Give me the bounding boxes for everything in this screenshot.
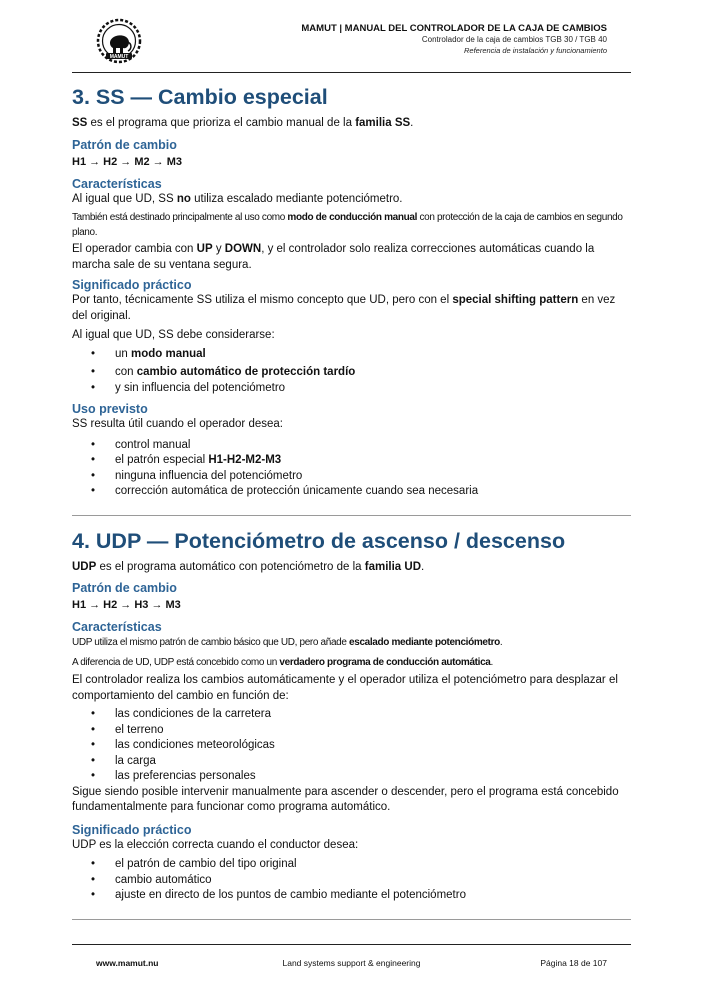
footer-tagline: Land systems support & engineering bbox=[282, 958, 421, 968]
characteristics-heading: Características bbox=[72, 176, 162, 191]
header-text bbox=[301, 23, 607, 56]
section-divider bbox=[72, 919, 631, 920]
list-item: • el patrón de cambio del tipo original bbox=[72, 857, 631, 873]
practical-list bbox=[72, 347, 631, 397]
list-item bbox=[72, 347, 631, 363]
list-item: • las condiciones meteorológicas bbox=[72, 738, 631, 754]
footer-website: www.mamut.nu bbox=[96, 958, 159, 968]
intro-family: familia SS bbox=[355, 117, 411, 129]
characteristics-note bbox=[72, 210, 631, 240]
section-title: 4. UDP — Potenciómetro de ascenso / descenso bbox=[72, 528, 566, 553]
text: . bbox=[499, 637, 503, 648]
section-ss bbox=[72, 82, 631, 500]
section-title: 3. SS — Cambio especial bbox=[72, 85, 328, 109]
text: Por tanto, técnicamente SS utiliza el mismo concepto que UD, pero con el bbox=[72, 294, 453, 306]
page-number: Página 18 de 107 bbox=[540, 958, 607, 968]
text: , y el controlador solo realiza correcciones automáticas cuando la marcha sale de su ventana segura. bbox=[72, 243, 595, 271]
section-intro bbox=[72, 560, 631, 576]
practical-heading: Significado práctico bbox=[72, 278, 192, 292]
emphasis: escalado mediante potenciómetro bbox=[349, 637, 500, 648]
list-item bbox=[72, 453, 631, 469]
text: A diferencia de UD, UDP está concebido como un bbox=[72, 657, 280, 668]
text: utiliza escalado mediante potenciómetro. bbox=[190, 192, 403, 205]
document-title: MAMUT | MANUAL DEL CONTROLADOR DE LA CAJA DE CAMBIOS bbox=[301, 23, 607, 34]
practical-paragraph bbox=[72, 293, 631, 324]
text: Al igual que UD, SS bbox=[72, 192, 177, 205]
intended-use-paragraph: SS resulta útil cuando el operador desea: bbox=[72, 418, 283, 430]
text: el patrón especial bbox=[115, 454, 209, 466]
text: en vez del original. bbox=[72, 294, 616, 322]
list-item bbox=[72, 365, 631, 381]
text: UDP utiliza el mismo patrón de cambio básico que UD, pero añade bbox=[72, 637, 350, 648]
practical-paragraph: UDP es la elección correcta cuando el conductor desea: bbox=[72, 838, 359, 851]
section-divider bbox=[72, 515, 631, 516]
emphasis: special shifting pattern bbox=[452, 294, 579, 306]
emphasis: H1-H2-M2-M3 bbox=[208, 454, 282, 466]
characteristics-paragraph: Sigue siendo posible intervenir manualmente para ascender o descender, pero el programa está concebido fundamentalmente para funcionar como programa automático. bbox=[72, 785, 619, 813]
pattern-heading: Patrón de cambio bbox=[72, 581, 177, 595]
practical-list bbox=[72, 857, 631, 904]
page-content bbox=[72, 80, 631, 920]
intro-term: SS bbox=[72, 117, 88, 129]
pattern-heading: Patrón de cambio bbox=[72, 137, 177, 152]
text: y sin influencia del potenciómetro bbox=[115, 381, 286, 394]
intro-family: familia UD bbox=[364, 560, 422, 573]
characteristics-paragraph bbox=[72, 242, 631, 273]
intended-use-heading: Uso previsto bbox=[72, 402, 148, 416]
list-item bbox=[72, 484, 631, 500]
list-item: • las condiciones de la carretera bbox=[72, 707, 631, 723]
intro-text: es el programa automático con potenciómetro de la bbox=[96, 560, 365, 573]
list-item bbox=[72, 469, 631, 485]
document-subtitle: Controlador de la caja de cambios TGB 30 / TGB 40 bbox=[421, 35, 607, 44]
text: un bbox=[115, 347, 131, 360]
text: También está destinado principalmente al uso como bbox=[72, 212, 288, 223]
page-header bbox=[72, 14, 631, 73]
emphasis: verdadero programa de conducción automática bbox=[279, 657, 491, 668]
characteristics-note bbox=[72, 635, 631, 650]
intro-end: . bbox=[421, 560, 425, 573]
emphasis: cambio automático de protección tardío bbox=[136, 366, 356, 378]
intro-end: . bbox=[410, 117, 414, 129]
characteristics-list bbox=[72, 707, 631, 785]
emphasis: modo manual bbox=[131, 347, 206, 360]
text: y bbox=[212, 243, 225, 255]
text: con protección de la caja de cambios en segundo plano. bbox=[72, 212, 623, 238]
characteristics-heading: Características bbox=[72, 620, 162, 634]
list-item: • ajuste en directo de los puntos de cambio mediante el potenciómetro bbox=[72, 888, 631, 904]
emphasis: no bbox=[176, 192, 191, 205]
mamut-logo-icon bbox=[94, 18, 144, 64]
section-intro bbox=[72, 116, 631, 132]
section-udp bbox=[72, 526, 631, 904]
list-item bbox=[72, 381, 631, 397]
shift-pattern: H1 → H2 → H3 → M3 bbox=[72, 599, 181, 611]
list-item: • la carga bbox=[72, 754, 631, 770]
characteristics-note bbox=[72, 655, 631, 670]
document-reference: Referencia de instalación y funcionamiento bbox=[463, 46, 607, 55]
characteristics-paragraph bbox=[72, 192, 631, 208]
text: con bbox=[115, 366, 137, 378]
intro-text: es el programa que prioriza el cambio manual de la bbox=[87, 117, 356, 129]
practical-paragraph: Al igual que UD, SS debe considerarse: bbox=[72, 329, 275, 341]
list-item: • el terreno bbox=[72, 723, 631, 739]
list-item: • las preferencias personales bbox=[72, 769, 631, 785]
text: ninguna influencia del potenciómetro bbox=[115, 469, 303, 482]
emphasis: modo de conducción manual bbox=[287, 212, 418, 223]
intro-term: UDP bbox=[72, 560, 97, 573]
footer-rule bbox=[72, 944, 631, 945]
header-rule bbox=[72, 72, 631, 73]
practical-heading: Significado práctico bbox=[72, 822, 192, 837]
text: corrección automática de protección únicamente cuando sea necesaria bbox=[115, 485, 479, 497]
characteristics-paragraph: El controlador realiza los cambios automáticamente y el operador utiliza el potenciómetro para desplazar el comportamiento del cambio en función de: bbox=[72, 674, 618, 702]
shift-pattern: H1 → H2 → M2 → M3 bbox=[72, 155, 183, 168]
emphasis: UP bbox=[196, 243, 213, 255]
emphasis: DOWN bbox=[224, 243, 262, 255]
text: control manual bbox=[115, 438, 191, 451]
logo-text: MAMUT bbox=[109, 54, 129, 60]
text: El operador cambia con bbox=[72, 243, 197, 255]
list-item: • cambio automático bbox=[72, 873, 631, 889]
intended-use-list bbox=[72, 438, 631, 500]
list-item bbox=[72, 438, 631, 454]
text: . bbox=[490, 657, 493, 668]
